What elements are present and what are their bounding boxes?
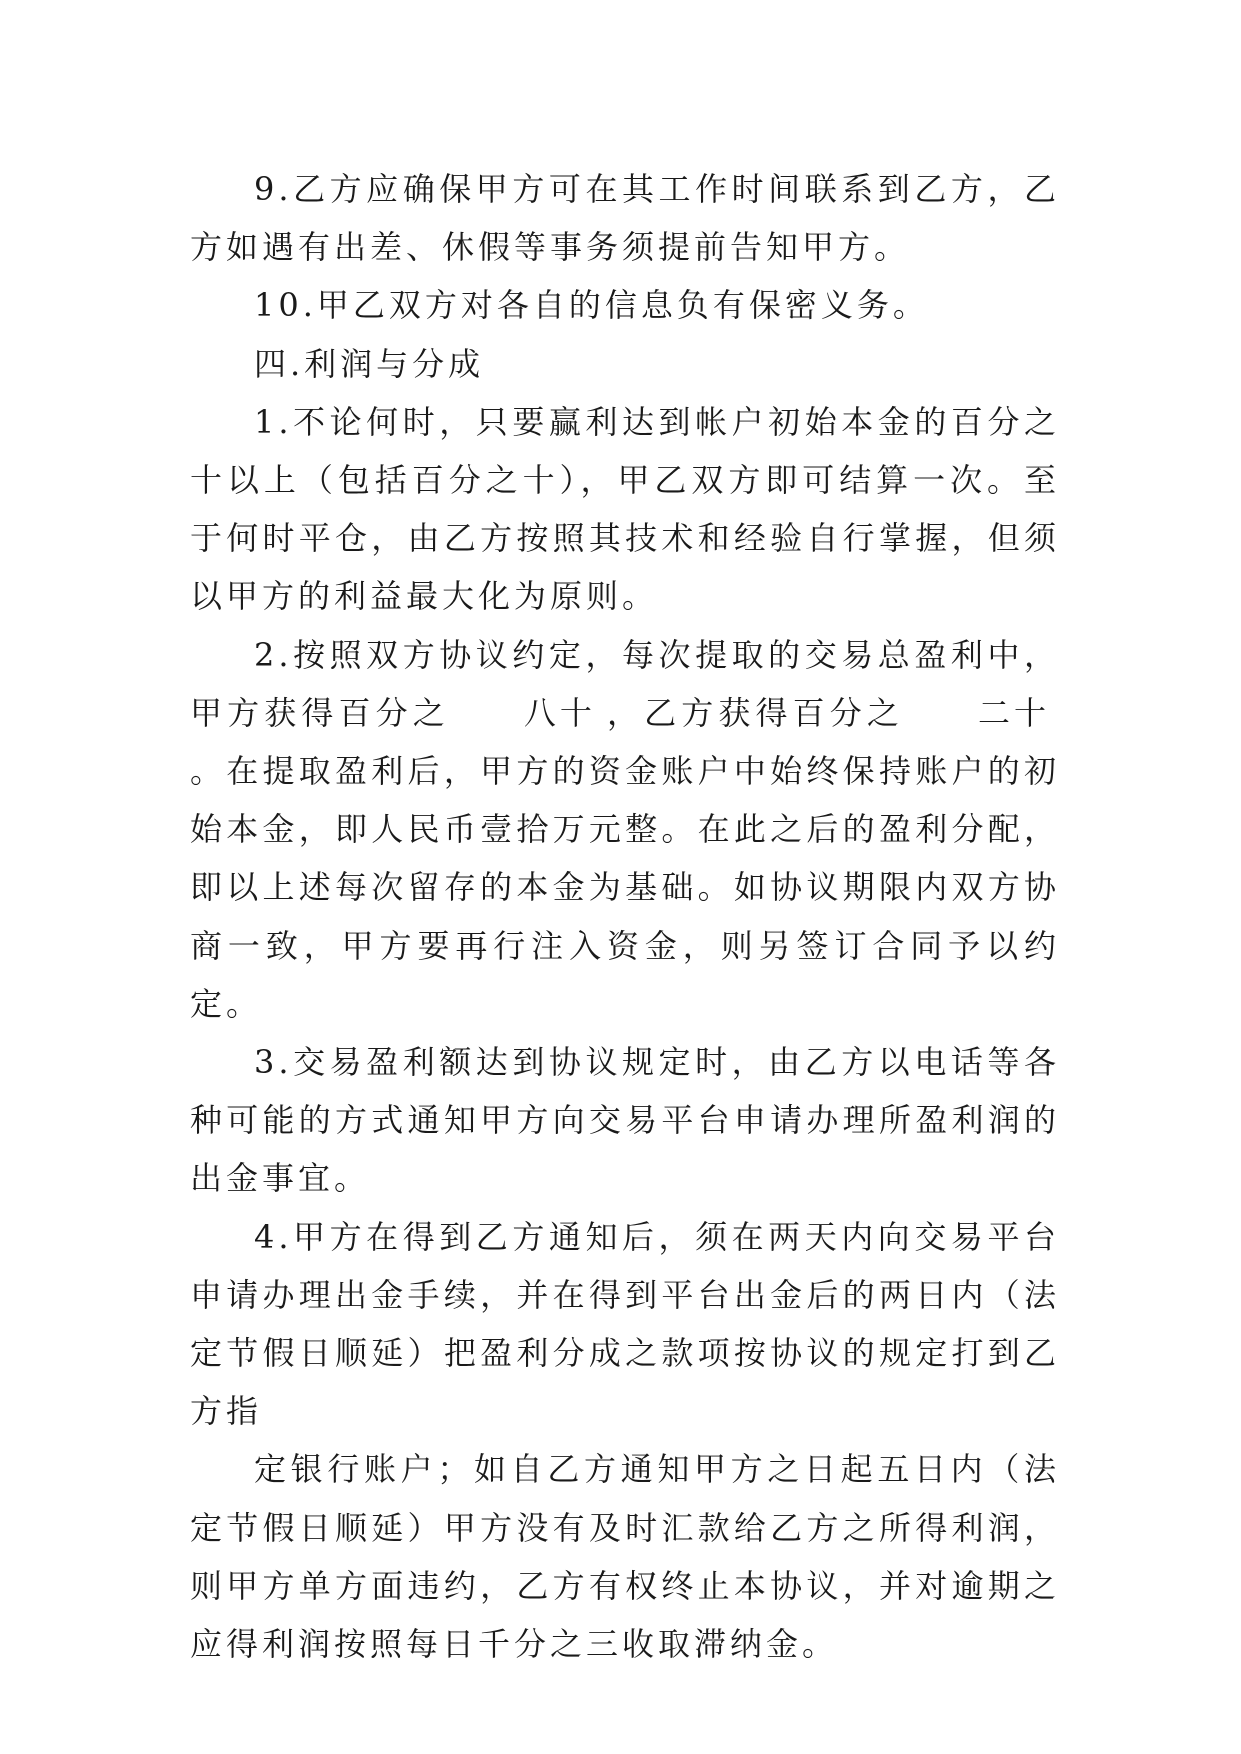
profit-clause-2 — [190, 626, 1060, 1033]
profit-clause-1: 1.不论何时，只要赢利达到帐户初始本金的百分之十以上（包括百分之十），甲乙双方即可结算一次。至于何时平仓，由乙方按照其技术和经验自行掌握，但须以甲方的利益最大化为原则。 — [190, 402, 1060, 616]
party-a-share: 八十 — [523, 693, 596, 732]
profit-clause-3: 3.交易盈利额达到协议规定时，由乙方以电话等各种可能的方式通知甲方向交易平台申请办理所盈利润的出金事宜。 — [190, 1043, 1060, 1198]
clause-2-text-a: 2.按照双方协议约定，每次提取的交易总盈利中，甲方获得百分之 — [190, 635, 1060, 732]
section-heading-profit-sharing: 四.利润与分成 — [254, 344, 485, 383]
clause-9: 9.乙方应确保甲方可在其工作时间联系到乙方，乙方如遇有出差、休假等事务须提前告知甲方。 — [190, 170, 1060, 267]
profit-clause-4-continued: 定银行账户；如自乙方通知甲方之日起五日内（法定节假日顺延）甲方没有及时汇款给乙方之所得利润，则甲方单方面违约，乙方有权终止本协议，并对逾期之应得利润按照每日千分之三收取滞纳金。 — [190, 1450, 1060, 1664]
document-body — [190, 160, 1060, 1673]
clause-2-text-c: 。在提取盈利后，甲方的资金账户中始终保持账户的初始本金，即人民币壹拾万元整。在此之后的盈利分配，即以上述每次留存的本金为基础。如协议期限内双方协商一致，甲方要再行注入资金，则另签订合同予以约定。 — [190, 752, 1060, 1023]
profit-clause-4: 4.甲方在得到乙方通知后，须在两天内向交易平台申请办理出金手续，并在得到平台出金后的两日内（法定节假日顺延）把盈利分成之款项按协议的规定打到乙方指 — [190, 1217, 1060, 1431]
party-b-share: 二十 — [977, 693, 1050, 732]
clause-10: 10.甲乙双方对各自的信息负有保密义务。 — [254, 286, 929, 325]
clause-2-text-b: ，乙方获得百分之 — [605, 693, 904, 732]
